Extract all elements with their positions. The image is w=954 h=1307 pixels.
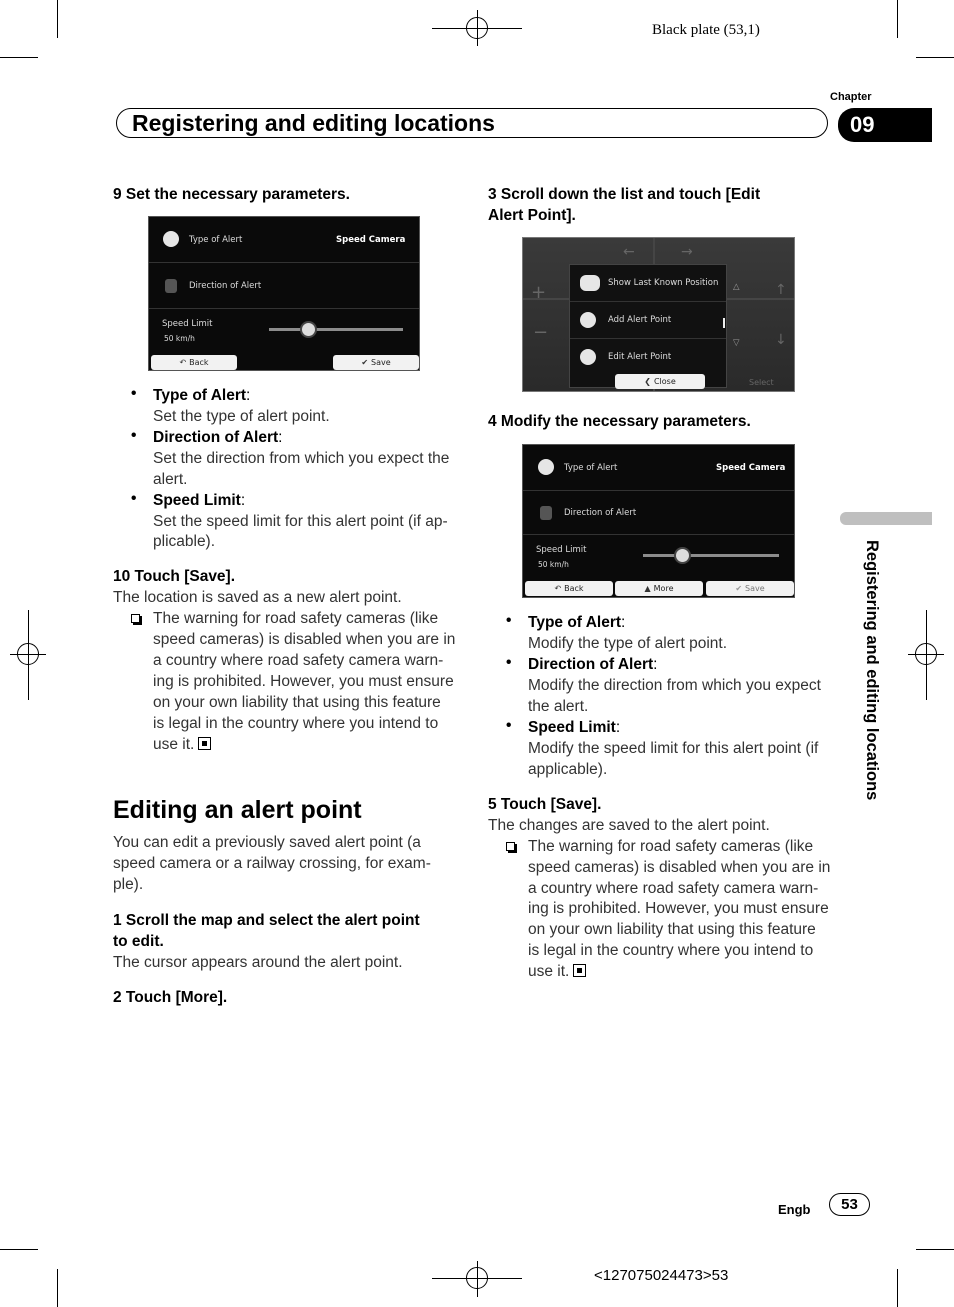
speed-limit-value: 50 km/h xyxy=(164,334,195,343)
note-icon xyxy=(131,614,140,623)
bullet-label: Direction of Alert: xyxy=(153,429,283,446)
step-1: 1 Scroll the map and select the alert point xyxy=(113,912,420,929)
bullet-description: the alert. xyxy=(528,698,589,715)
menu-item-add-alert-point[interactable] xyxy=(570,302,726,339)
type-of-alert-label: Type of Alert xyxy=(564,463,618,473)
end-mark-icon xyxy=(198,737,211,750)
back-arrow-icon: ↶ xyxy=(179,358,187,367)
crop-mark xyxy=(0,1249,38,1250)
scrollbar-thumb[interactable] xyxy=(723,318,725,328)
end-mark-icon xyxy=(573,964,586,977)
direction-of-alert-label: Direction of Alert xyxy=(564,508,637,518)
speed-limit-row xyxy=(523,535,794,579)
note-line: use it. xyxy=(528,961,586,982)
bullet-label: Direction of Alert: xyxy=(528,656,658,673)
bullet-description: Set the speed limit for this alert point (if ap- xyxy=(153,513,448,530)
bullet-label: Type of Alert: xyxy=(153,387,251,404)
arrow-down-icon[interactable]: ↓ xyxy=(775,332,787,348)
speed-limit-value: 50 km/h xyxy=(538,560,569,569)
type-of-alert-value: Speed Camera xyxy=(716,463,786,473)
step-5-body: The changes are saved to the alert point. xyxy=(488,817,770,834)
crop-mark xyxy=(897,0,898,38)
select-label[interactable]: Select xyxy=(749,378,774,387)
nav-right-icon[interactable]: → xyxy=(681,244,693,260)
step-2: 2 Touch [More]. xyxy=(113,989,228,1006)
step-10-body: The location is saved as a new alert point. xyxy=(113,589,402,606)
registration-circle xyxy=(466,17,488,39)
page-number: 53 xyxy=(829,1193,870,1216)
bullet-description: applicable). xyxy=(528,761,608,778)
screenshot-modify-parameters xyxy=(522,444,795,598)
bullet-icon: • xyxy=(131,385,137,402)
crop-mark xyxy=(897,1269,898,1307)
menu-item-label: Add Alert Point xyxy=(608,315,672,325)
back-button[interactable]: ↶ Back xyxy=(525,581,613,596)
add-alert-icon xyxy=(580,312,596,328)
check-icon: ✔ xyxy=(361,358,369,367)
note-icon xyxy=(506,842,515,851)
note-line: ing is prohibited. However, you must ensure xyxy=(528,900,829,917)
speed-limit-row xyxy=(149,309,419,353)
chapter-number: 09 xyxy=(838,108,932,142)
step-3: 3 Scroll down the list and touch [Edit xyxy=(488,186,761,203)
back-arrow-icon: ↶ xyxy=(554,584,562,593)
speed-limit-knob[interactable] xyxy=(674,547,691,564)
bullet-icon: • xyxy=(131,490,137,507)
crop-mark xyxy=(57,1269,58,1307)
screenshot-edit-alert-menu xyxy=(522,237,795,392)
direction-of-alert-row xyxy=(523,491,794,535)
more-button[interactable]: ▲ More xyxy=(615,581,703,596)
menu-item-edit-alert-point[interactable] xyxy=(570,339,726,376)
crop-mark xyxy=(57,0,58,38)
intro-line: You can edit a previously saved alert point (a xyxy=(113,834,421,851)
plate-label: Black plate (53,1) xyxy=(652,22,760,38)
more-icon: ▲ xyxy=(644,584,651,593)
bullet-label: Speed Limit: xyxy=(528,719,621,736)
note-line: a country where road safety camera warn- xyxy=(528,880,819,897)
bullet-description: Modify the direction from which you expect xyxy=(528,677,821,694)
speed-limit-label: Speed Limit xyxy=(162,319,213,329)
alert-type-icon xyxy=(538,459,554,475)
save-button[interactable]: ✔ Save xyxy=(706,581,794,596)
nav-left-icon[interactable]: ← xyxy=(623,244,635,260)
note-line: The warning for road safety cameras (like xyxy=(528,838,814,855)
note-line: speed cameras) is disabled when you are in xyxy=(153,631,456,648)
scroll-down-icon[interactable]: ▽ xyxy=(733,338,740,348)
section-heading: Editing an alert point xyxy=(113,796,362,824)
speed-limit-label: Speed Limit xyxy=(536,545,587,555)
step-5: 5 Touch [Save]. xyxy=(488,796,602,813)
step-4: 4 Modify the necessary parameters. xyxy=(488,413,751,430)
back-button[interactable]: ↶ Back xyxy=(151,355,237,370)
registration-circle xyxy=(466,1267,488,1289)
bullet-description: alert. xyxy=(153,471,188,488)
bullet-icon: • xyxy=(131,427,137,444)
menu-item-label: Edit Alert Point xyxy=(608,352,672,362)
type-of-alert-label: Type of Alert xyxy=(189,235,243,245)
type-of-alert-row xyxy=(523,445,794,491)
crop-mark xyxy=(916,57,954,58)
side-tab-bar xyxy=(840,512,932,525)
note-line: is legal in the country where you intend to xyxy=(528,942,814,959)
document-code: <127075024473>53 xyxy=(594,1267,729,1284)
bullet-description: Set the type of alert point. xyxy=(153,408,330,425)
registration-circle xyxy=(915,643,937,665)
type-of-alert-value: Speed Camera xyxy=(336,235,406,245)
menu-item-show-last-known-position[interactable] xyxy=(570,265,726,302)
bullet-icon: • xyxy=(506,654,512,671)
note-line: is legal in the country where you intend to xyxy=(153,715,439,732)
direction-icon xyxy=(165,279,177,293)
alert-type-icon xyxy=(163,231,179,247)
bullet-label: Type of Alert: xyxy=(528,614,626,631)
language-label: Engb xyxy=(778,1202,811,1217)
bullet-description: Set the direction from which you expect the xyxy=(153,450,450,467)
bullet-icon: • xyxy=(506,717,512,734)
edit-alert-icon xyxy=(580,349,596,365)
bullet-description: Modify the speed limit for this alert point (if xyxy=(528,740,819,757)
menu-item-label: Show Last Known Position xyxy=(608,278,719,288)
note-line: ing is prohibited. However, you must ensure xyxy=(153,673,454,690)
screenshot-set-parameters xyxy=(148,216,420,371)
direction-of-alert-row xyxy=(149,263,419,309)
context-menu xyxy=(569,264,727,388)
zoom-out-icon[interactable]: − xyxy=(533,322,549,343)
crop-mark xyxy=(0,57,38,58)
note-line: a country where road safety camera warn- xyxy=(153,652,444,669)
note-line: use it. xyxy=(153,734,211,755)
zoom-in-icon[interactable]: + xyxy=(531,282,547,303)
save-button[interactable]: ✔ Save xyxy=(333,355,419,370)
arrow-up-icon[interactable]: ↑ xyxy=(775,282,787,298)
bullet-icon: • xyxy=(506,612,512,629)
chapter-label: Chapter xyxy=(830,91,872,103)
scroll-up-icon[interactable]: △ xyxy=(733,282,740,292)
speed-limit-slider[interactable] xyxy=(643,554,779,557)
step-9: 9 Set the necessary parameters. xyxy=(113,186,350,203)
step-10: 10 Touch [Save]. xyxy=(113,568,236,585)
speed-limit-knob[interactable] xyxy=(300,321,317,338)
direction-of-alert-label: Direction of Alert xyxy=(189,281,262,291)
check-icon: ✔ xyxy=(735,584,743,593)
step-1-body: The cursor appears around the alert point. xyxy=(113,954,403,971)
crop-mark xyxy=(916,1249,954,1250)
car-icon xyxy=(580,275,600,291)
step-3-continued: Alert Point]. xyxy=(488,207,576,224)
note-line: on your own liability that using this feature xyxy=(528,921,816,938)
intro-line: ple). xyxy=(113,876,144,893)
close-button[interactable]: ❮ Close xyxy=(615,374,705,389)
bullet-description: Modify the type of alert point. xyxy=(528,635,728,652)
side-tab-label: Registering and editing locations xyxy=(863,540,881,801)
note-line: on your own liability that using this feature xyxy=(153,694,441,711)
speed-limit-slider[interactable] xyxy=(269,328,403,331)
bullet-label: Speed Limit: xyxy=(153,492,246,509)
note-line: speed cameras) is disabled when you are in xyxy=(528,859,831,876)
registration-circle xyxy=(17,643,39,665)
intro-line: speed camera or a railway crossing, for exam- xyxy=(113,855,431,872)
step-1-continued: to edit. xyxy=(113,933,164,950)
note-line: The warning for road safety cameras (like xyxy=(153,610,439,627)
chapter-title: Registering and editing locations xyxy=(132,110,495,136)
chevron-down-icon: ❮ xyxy=(644,377,651,386)
type-of-alert-row xyxy=(149,217,419,263)
direction-icon xyxy=(540,506,552,520)
bullet-description: plicable). xyxy=(153,533,216,550)
